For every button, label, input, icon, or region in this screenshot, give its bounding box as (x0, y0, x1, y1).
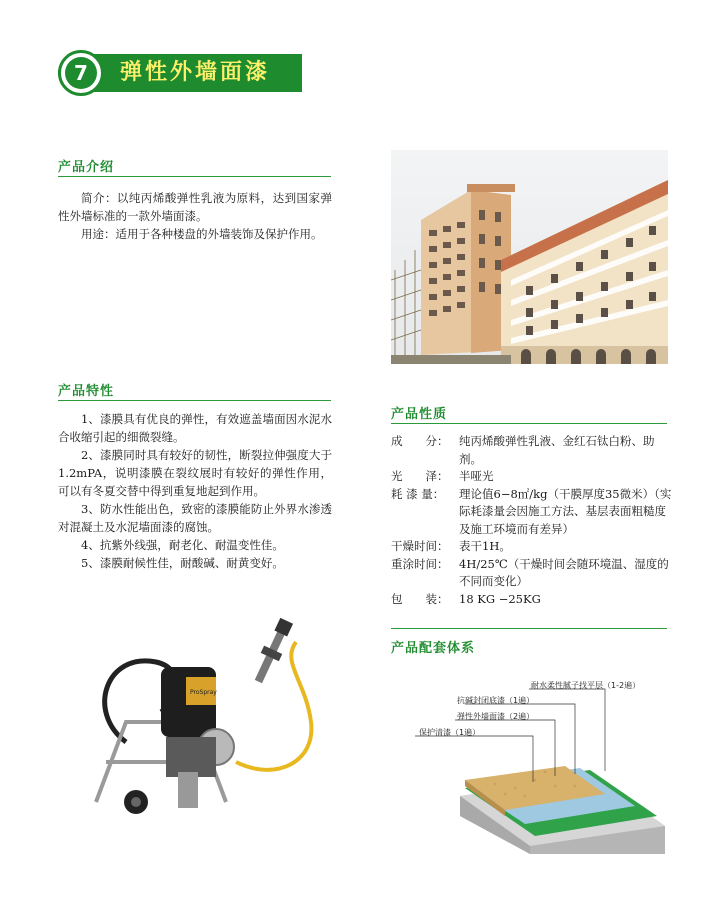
property-value: 4H/25℃（干燥时间会随环境温、湿度的不同而变化） (459, 556, 669, 588)
layer-label-topcoat: 弹性外墙面漆（2遍） (457, 712, 535, 721)
properties-heading: 产品性质 (391, 407, 448, 422)
features-list (58, 410, 332, 572)
intro-usage: 用途：适用于各种楼盘的外墙装饰及保护作用。 (81, 227, 323, 241)
section-number: 7 (65, 57, 97, 89)
properties-list (391, 433, 675, 608)
feature-item: 1、漆膜具有优良的弹性，有效遮盖墙面因水泥水合收缩引起的细微裂缝。 (58, 412, 332, 444)
layer-label-primer: 抗碱封闭底漆（1遍） (457, 696, 535, 705)
property-row (391, 433, 675, 468)
system-heading: 产品配套体系 (391, 641, 476, 656)
property-value: 半哑光 (459, 469, 494, 483)
property-label: 耗 漆 量： (391, 486, 445, 501)
features-heading: 产品特性 (58, 384, 115, 399)
property-value: 理论值6−8㎡/kg（干膜厚度35微米）（实际耗漆量会因施工方法、基层表面粗糙度及施工环境而有差异） (459, 486, 672, 536)
feature-item: 5、漆膜耐候性佳，耐酸碱、耐黄变好。 (81, 556, 284, 570)
building-photo (391, 150, 668, 364)
property-label: 成 分： (391, 434, 449, 448)
intro-summary: 简介：以纯丙烯酸弹性乳液为原料，达到国家弹性外墙标准的一款外墙面漆。 (58, 191, 332, 223)
system-divider (391, 628, 667, 629)
features-divider (58, 400, 331, 401)
property-row (391, 538, 675, 556)
property-row (391, 556, 675, 591)
feature-item: 4、抗紫外线强，耐老化、耐温变性佳。 (81, 538, 284, 552)
property-value: 表干1H。 (459, 539, 511, 553)
property-label: 光 泽： (391, 469, 449, 483)
property-value: 18 KG −25KG (459, 591, 541, 606)
feature-item: 3、防水性能出色，致密的漆膜能防止外界水渗透对混凝土及水泥墙面漆的腐蚀。 (58, 502, 332, 534)
airless-sprayer-image (66, 612, 336, 824)
properties-divider (391, 423, 667, 424)
property-row (391, 468, 675, 486)
title-banner (58, 50, 302, 96)
property-label: 包 装： (391, 591, 449, 606)
property-value: 纯丙烯酸弹性乳液、金红石钛白粉、助剂。 (459, 434, 655, 466)
layer-label-putty: 耐水柔性腻子找平层（1-2遍） (531, 681, 641, 690)
property-label: 干燥时间： (391, 539, 449, 553)
sprayer-brand-label: ProSpray (190, 689, 217, 696)
property-row (391, 591, 675, 609)
intro-divider (58, 176, 331, 177)
section-number-badge (58, 50, 104, 96)
property-row (391, 486, 675, 539)
property-label: 重涂时间： (391, 556, 449, 571)
layer-label-clearcoat: 保护清漆（1遍） (419, 728, 481, 737)
coating-layers-diagram (405, 676, 670, 854)
intro-heading: 产品介绍 (58, 160, 115, 175)
feature-item: 2、漆膜同时具有较好的韧性，断裂拉伸强度大于1.2mPA，说明漆膜在裂纹展时有较好的弹性作用，可以有冬夏交替中得到重复地起到作用。 (58, 448, 332, 498)
page-title: 弹性外墙面漆 (120, 60, 271, 85)
intro-text (58, 189, 332, 243)
